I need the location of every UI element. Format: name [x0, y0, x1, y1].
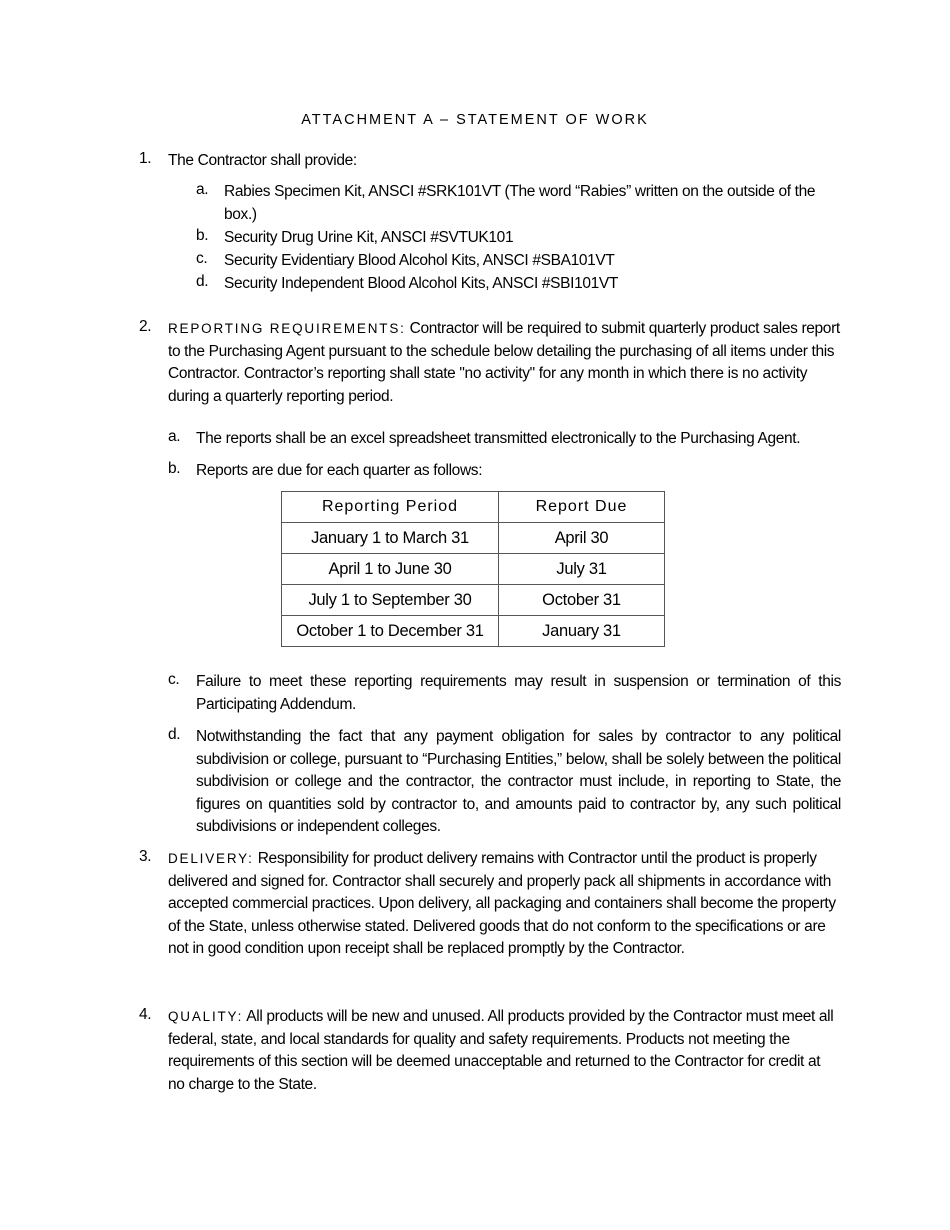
reporting-schedule-table	[281, 491, 665, 647]
table-cell: April 1 to June 30	[282, 554, 499, 585]
table-header-report-due: Report Due	[499, 492, 665, 523]
section-2-item-a: The reports shall be an excel spreadsheet transmitted electronically to the Purchasing Agent.	[196, 430, 801, 447]
section-2-item-b: Reports are due for each quarter as follows:	[196, 462, 483, 479]
section-4-number: 4.	[139, 1006, 152, 1023]
section-4-body: All products will be new and unused. All products provided by the Contractor must meet all federal, state, and local standards for quality and safety requirements. Products not meeting the requirements of this section will be deemed unacceptable and returned to the Contractor for credit at no charge to the State.	[168, 1008, 834, 1093]
section-1-item-d-letter: d.	[196, 273, 209, 290]
table-row	[282, 523, 665, 554]
section-1-intro: The Contractor shall provide:	[168, 152, 357, 169]
section-1-item-a-letter: a.	[196, 181, 209, 198]
section-2-item-c: Failure to meet these reporting requirements may result in suspension or termination of this Participating Addendum.	[196, 673, 841, 713]
table-row	[282, 554, 665, 585]
section-1-item-b: Security Drug Urine Kit, ANSCI #SVTUK101	[224, 229, 514, 246]
table-header-row	[282, 492, 665, 523]
table-row	[282, 585, 665, 616]
section-1-item-a: Rabies Specimen Kit, ANSCI #SRK101VT (The word “Rabies” written on the outside of the box.)	[224, 183, 816, 223]
table-cell: October 1 to December 31	[282, 616, 499, 647]
table-cell: July 1 to September 30	[282, 585, 499, 616]
table-cell: April 30	[499, 523, 665, 554]
table-cell: October 31	[499, 585, 665, 616]
table-cell: January 1 to March 31	[282, 523, 499, 554]
page-title: ATTACHMENT A – STATEMENT OF WORK	[301, 112, 649, 128]
section-3-heading: DELIVERY:	[168, 851, 254, 866]
section-3-body: Responsibility for product delivery remains with Contractor until the product is properly delivered and signed for. Contractor shall securely and properly pack all shipments in accordance with accepted commercial practices. Upon delivery, all packaging and containers shall become the property of the State, unless otherwise stated. Delivered goods that do not conform to the specifications or are not in good condition upon receipt shall be replaced promptly by the Contractor.	[168, 850, 836, 957]
section-3-paragraph	[168, 848, 840, 961]
table-header-reporting-period: Reporting Period	[282, 492, 499, 523]
section-2-item-a-letter: a.	[168, 428, 181, 445]
section-4-paragraph	[168, 1006, 840, 1096]
table-cell: July 31	[499, 554, 665, 585]
section-2-heading: REPORTING REQUIREMENTS:	[168, 321, 406, 336]
section-2-item-b-letter: b.	[168, 460, 181, 477]
section-1-item-c: Security Evidentiary Blood Alcohol Kits, ANSCI #SBA101VT	[224, 252, 615, 269]
section-2-number: 2.	[139, 318, 152, 335]
table-row	[282, 616, 665, 647]
section-1-item-b-letter: b.	[196, 227, 209, 244]
section-1-item-c-letter: c.	[196, 250, 208, 267]
section-2-item-d-letter: d.	[168, 726, 181, 743]
section-4-heading: QUALITY:	[168, 1009, 244, 1024]
section-3-number: 3.	[139, 848, 152, 865]
section-2-item-c-letter: c.	[168, 671, 180, 688]
table-cell: January 31	[499, 616, 665, 647]
section-2-paragraph	[168, 318, 840, 408]
section-2-item-d: Notwithstanding the fact that any payment obligation for sales by contractor to any political subdivision or college, pursuant to “Purchasing Entities,” below, shall be solely between the political subdivision or college and the contractor, the contractor must include, in reporting to State, the figures on quantities sold by contractor to, and amounts paid to contractor by, any such political subdivisions or independent colleges.	[196, 728, 841, 835]
section-1-number: 1.	[139, 150, 152, 167]
section-2-body: Contractor will be required to submit quarterly product sales report to the Purchasing Agent pursuant to the schedule below detailing the purchasing of all items under this Contractor. Contractor’s reporting shall state "no activity" for any month in which there is no activity during a quarterly reporting period.	[168, 320, 840, 405]
section-1-item-d: Security Independent Blood Alcohol Kits, ANSCI #SBI101VT	[224, 275, 618, 292]
